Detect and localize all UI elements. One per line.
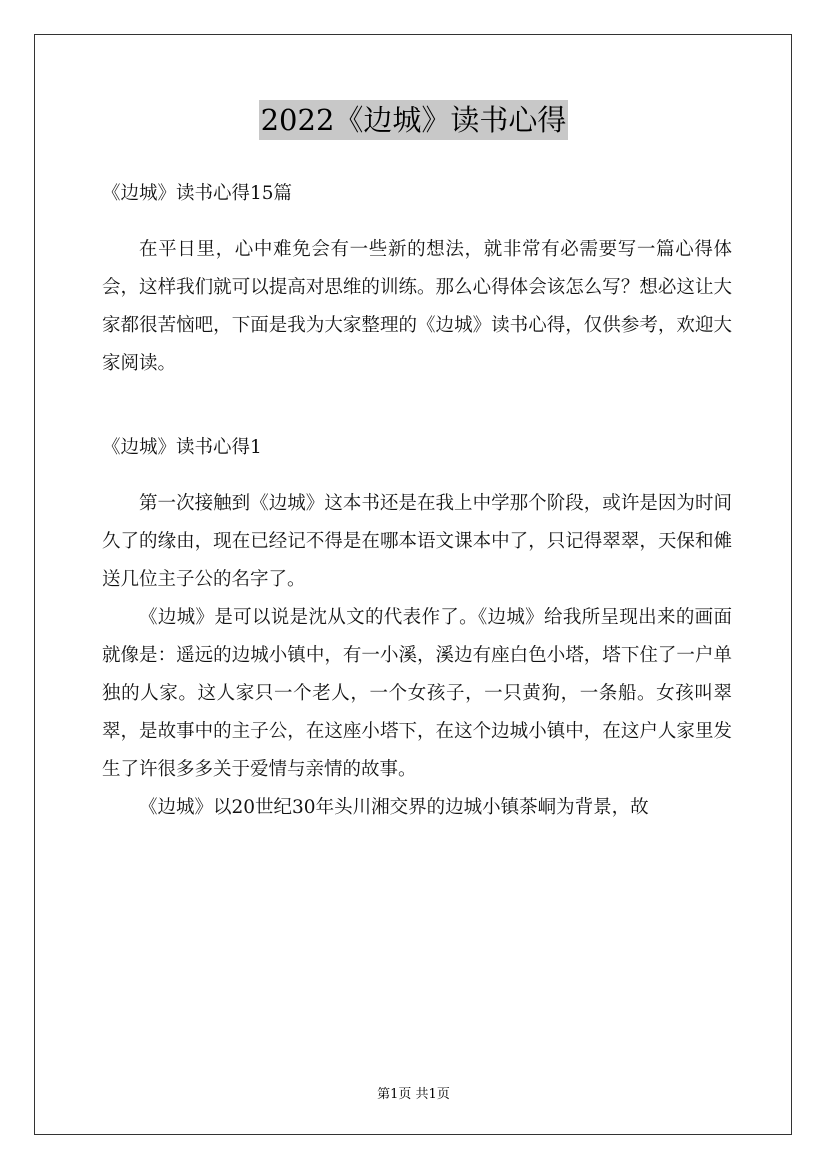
document-title: 2022《边城》读书心得 xyxy=(259,100,569,140)
title-container xyxy=(0,100,827,140)
document-subtitle: 《边城》读书心得15篇 xyxy=(102,183,293,204)
section-heading: 《边城》读书心得1 xyxy=(102,437,262,458)
body-paragraph-3: 《边城》以20世纪30年头川湘交界的边城小镇茶峒为背景，故 xyxy=(139,797,649,818)
page-number-label: 第1页 共1页 xyxy=(377,1087,450,1102)
page-footer xyxy=(0,1083,827,1102)
intro-paragraph: 在平日里，心中难免会有一些新的想法，就非常有必需要写一篇心得体会，这样我们就可以提高对思维的训练。那么心得体会该怎么写？想必这让大家都很苦恼吧，下面是我为大家整理的《边城》读书心得，仅供参考，欢迎大家阅读。 xyxy=(102,239,732,374)
body-paragraph-1: 第一次接触到《边城》这本书还是在我上中学那个阶段，或许是因为时间久了的缘由，现在已经记不得是在哪本语文课本中了，只记得翠翠，天保和傩送几位主子公的名字了。 xyxy=(102,493,732,590)
body-paragraph-2: 《边城》是可以说是沈从文的代表作了。《边城》给我所呈现出来的画面就像是：遥远的边城小镇中，有一小溪，溪边有座白色小塔，塔下住了一户单独的人家。这人家只一个老人，一个女孩子，一只黄狗，一条船。女孩叫翠翠，是故事中的主子公，在这座小塔下，在这个边城小镇中，在这户人家里发生了许很多多关于爱情与亲情的故事。 xyxy=(102,607,732,780)
document-body xyxy=(102,175,732,827)
